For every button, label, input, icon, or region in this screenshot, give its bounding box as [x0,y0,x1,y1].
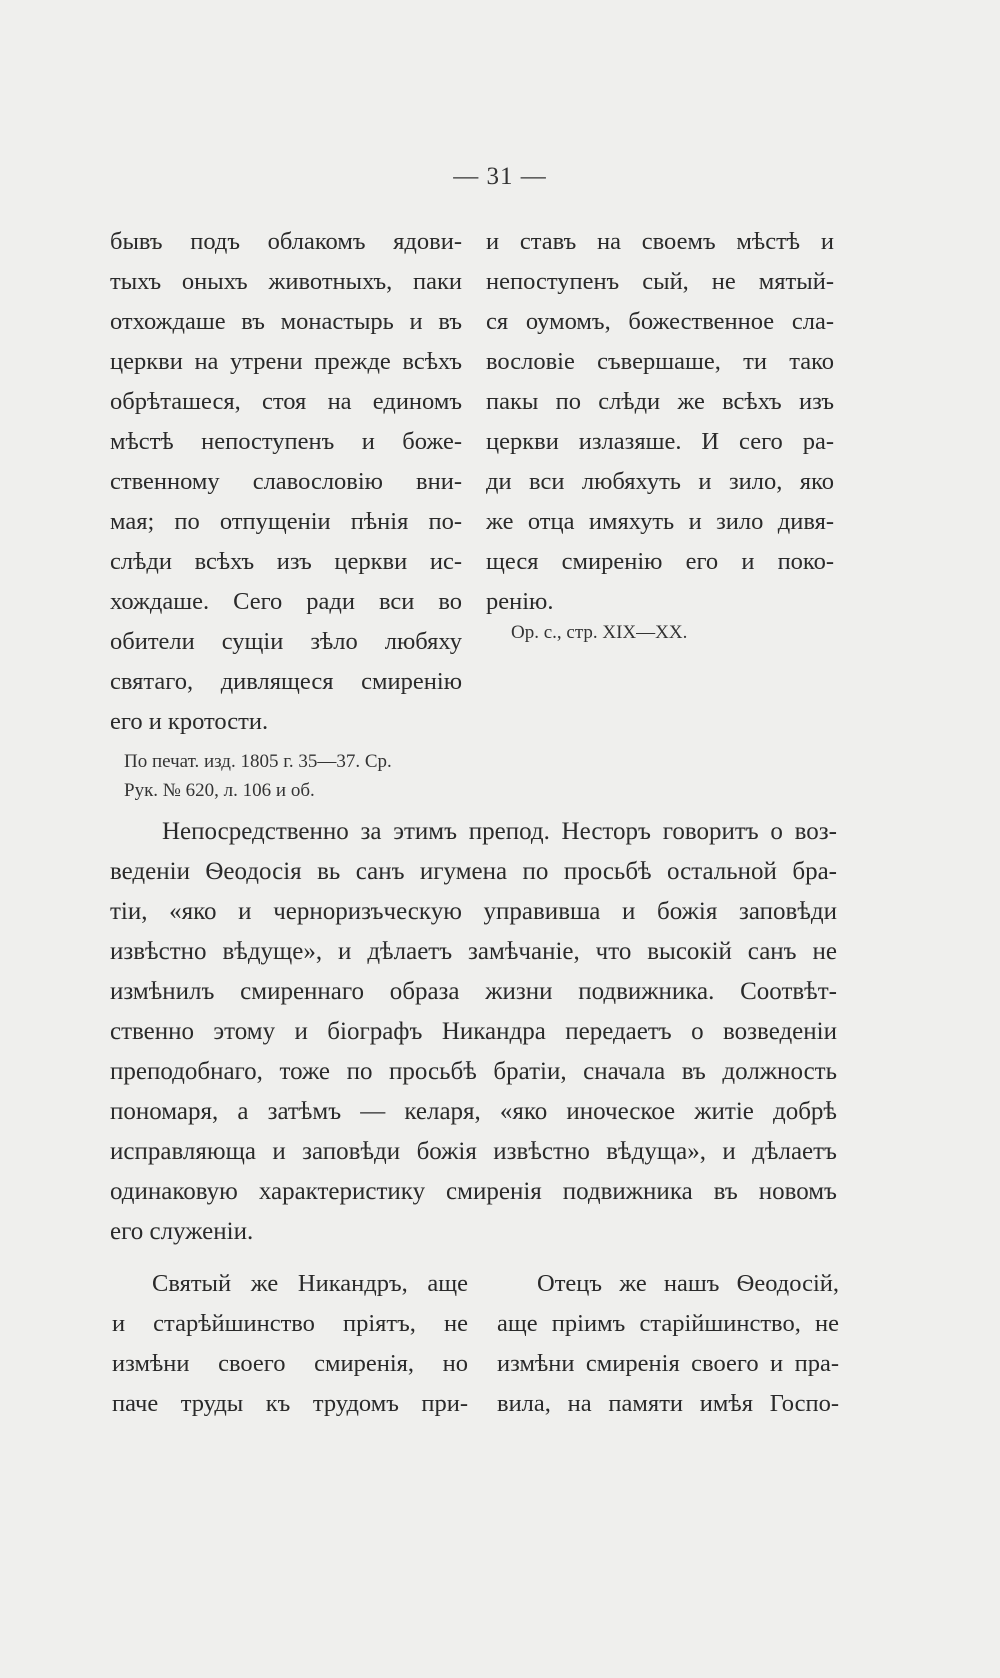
text-line: отхождаше въ монастырь и въ [110,308,462,335]
text-line: паче труды къ трудомъ при- [112,1390,468,1417]
citation-line: Рук. № 620, л. 106 и об. [124,780,315,801]
text-line: измѣни своего смиренія, но [112,1350,468,1377]
text-line: и старѣйшинство пріятъ, не [112,1310,468,1337]
text-line: пакы по слѣди же всѣхъ изъ [486,388,834,415]
right-source-citation [511,618,831,647]
text-line: же отца имяхуть и зило дивя- [486,508,834,535]
text-line: мая; по отпущеніи пѣнія по- [110,508,462,535]
text-line: Непосредственно за этимъ препод. Несторъ говоритъ о воз- [162,818,837,845]
left-column-bottom [112,1264,468,1424]
text-line: щеся смиренію его и поко- [486,548,834,575]
right-column-top [486,222,834,622]
citation-line: Ор. с., стр. XIX—XX. [511,622,688,643]
text-line: и ставъ на своемъ мѣстѣ и [486,228,834,255]
text-line: пономаря, а затѣмъ — келаря, «яко иноческое житіе добрѣ [110,1098,837,1125]
text-line: измѣнилъ смиреннаго образа жизни подвижника. Соотвѣт- [110,978,837,1005]
left-column-top [110,222,462,742]
text-line: исправляюща и заповѣди божія извѣстно вѣдуща», и дѣлаетъ [110,1138,837,1165]
text-line: святаго, дивлящеся смиренію [110,668,462,695]
text-line: веденіи Ѳеодосія вь санъ игумена по просьбѣ остальной бра- [110,858,837,885]
text-line: аще пріимъ старійшинство, не [497,1310,839,1337]
text-line: мѣстѣ непоступенъ и боже- [110,428,462,455]
text-line: ственно этому и біографъ Никандра передаетъ о возведеніи [110,1018,837,1045]
text-line: тіи, «яко и черноризъческую управивша и божія заповѣди [110,898,837,925]
text-line: вословіе съвершаше, ти тако [486,348,834,375]
text-line: ди вси любяхуть и зило, яко [486,468,834,495]
text-line: тыхъ оныхъ животныхъ, паки [110,268,462,295]
text-line: измѣни смиренія своего и пра- [497,1350,839,1377]
text-line: церкви на утрени прежде всѣхъ [110,348,462,375]
text-line: ственному славословію вни- [110,468,462,495]
text-line: его и кротости. [110,708,269,735]
text-line: его служеніи. [110,1218,254,1245]
text-line: слѣди всѣхъ изъ церкви ис- [110,548,462,575]
page-number: — 31 — [453,163,547,190]
main-paragraph [110,812,837,1252]
text-line: бывъ подъ облакомъ ядови- [110,228,462,255]
text-line: извѣстно вѣдуще», и дѣлаетъ замѣчаніе, что высокій санъ не [110,938,837,965]
text-line: Отецъ же нашъ Ѳеодосій, [537,1270,839,1297]
left-source-citation [124,747,474,805]
text-line: вила, на памяти имѣя Госпо- [497,1390,839,1417]
text-line: Святый же Никандръ, аще [152,1270,468,1297]
text-line: обители сущіи зѣло любяху [110,628,462,655]
text-line: непоступенъ сый, не мятый- [486,268,834,295]
text-line: преподобнаго, тоже по просьбѣ братіи, сначала въ должность [110,1058,837,1085]
text-line: ся оумомъ, божественное сла- [486,308,834,335]
right-column-bottom [497,1264,839,1424]
text-line: хождаше. Сего ради вси во [110,588,462,615]
text-line: ренію. [486,588,554,615]
text-line: церкви излазяше. И сего ра- [486,428,834,455]
text-line: одинаковую характеристику смиренія подвижника въ новомъ [110,1178,837,1205]
text-line: обрѣташеся, стоя на единомъ [110,388,462,415]
citation-line: По печат. изд. 1805 г. 35—37. Ср. [124,751,392,772]
